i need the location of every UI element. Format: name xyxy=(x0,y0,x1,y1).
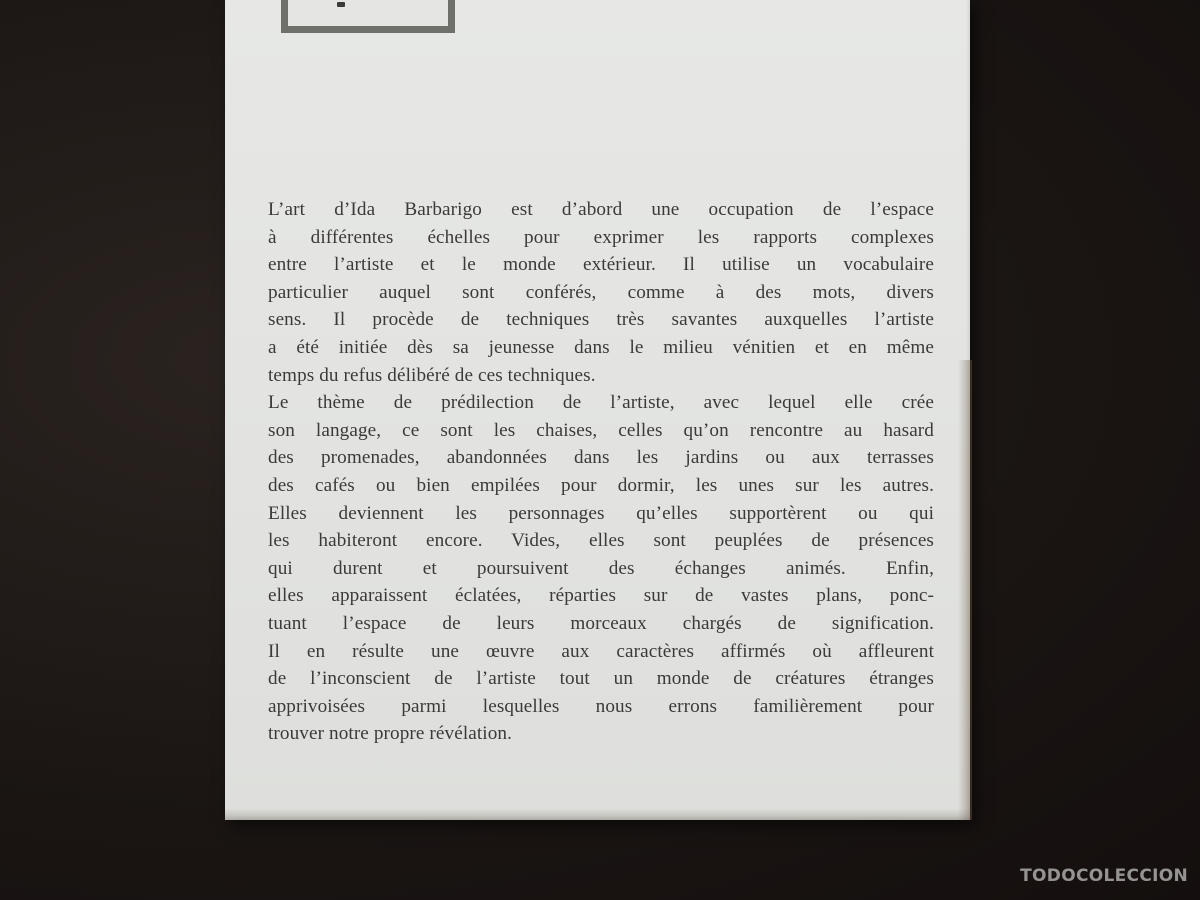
text-line: sens. Il procède de techniques très savantes auxquelles l’artiste xyxy=(268,309,934,331)
text-line: les habiteront encore. Vides, elles sont peuplées de présences xyxy=(268,530,934,552)
text-line: des promenades, abandonnées dans les jardins ou aux terrasses xyxy=(268,447,934,469)
watermark-text: TODOCOLECCION xyxy=(1020,866,1188,886)
text-line: temps du refus délibéré de ces techniques. xyxy=(268,364,596,386)
publisher-logo-mark xyxy=(337,2,345,7)
text-line: entre l’artiste et le monde extérieur. Il utilise un vocabulaire xyxy=(268,254,934,276)
cover-edge-shadow xyxy=(958,360,972,820)
text-line: elles apparaissent éclatées, réparties sur de vastes plans, ponc- xyxy=(268,585,934,607)
text-line: à différentes échelles pour exprimer les rapports complexes xyxy=(268,226,934,248)
text-line: L’art d’Ida Barbarigo est d’abord une occupation de l’espace xyxy=(268,199,934,220)
text-line: a été initiée dès sa jeunesse dans le milieu vénitien et en même xyxy=(268,336,934,358)
text-line: qui durent et poursuivent des échanges animés. Enfin, xyxy=(268,557,934,579)
text-line: Le thème de prédilection de l’artiste, avec lequel elle crée xyxy=(268,392,934,414)
text-line: trouver notre propre révélation. xyxy=(268,723,513,745)
text-line: tuant l’espace de leurs morceaux chargés de signification. xyxy=(268,612,934,634)
text-line: particulier auquel sont conférés, comme à des mots, divers xyxy=(268,281,934,303)
text-line: son langage, ce sont les chaises, celles qu’on rencontre au hasard xyxy=(268,419,934,441)
cover-bottom-shadow xyxy=(225,808,970,820)
text-line: Elles deviennent les personnages qu’elles supportèrent ou qui xyxy=(268,502,934,524)
body-text xyxy=(268,196,934,748)
publisher-logo-frame xyxy=(281,0,455,33)
text-line: des cafés ou bien empilées pour dormir, les unes sur les autres. xyxy=(268,474,934,496)
text-line: de l’inconscient de l’artiste tout un monde de créatures étranges xyxy=(268,668,934,690)
text-line: Il en résulte une œuvre aux caractères affirmés où affleurent xyxy=(268,640,934,662)
text-line: apprivoisées parmi lesquelles nous errons familièrement pour xyxy=(268,695,934,717)
